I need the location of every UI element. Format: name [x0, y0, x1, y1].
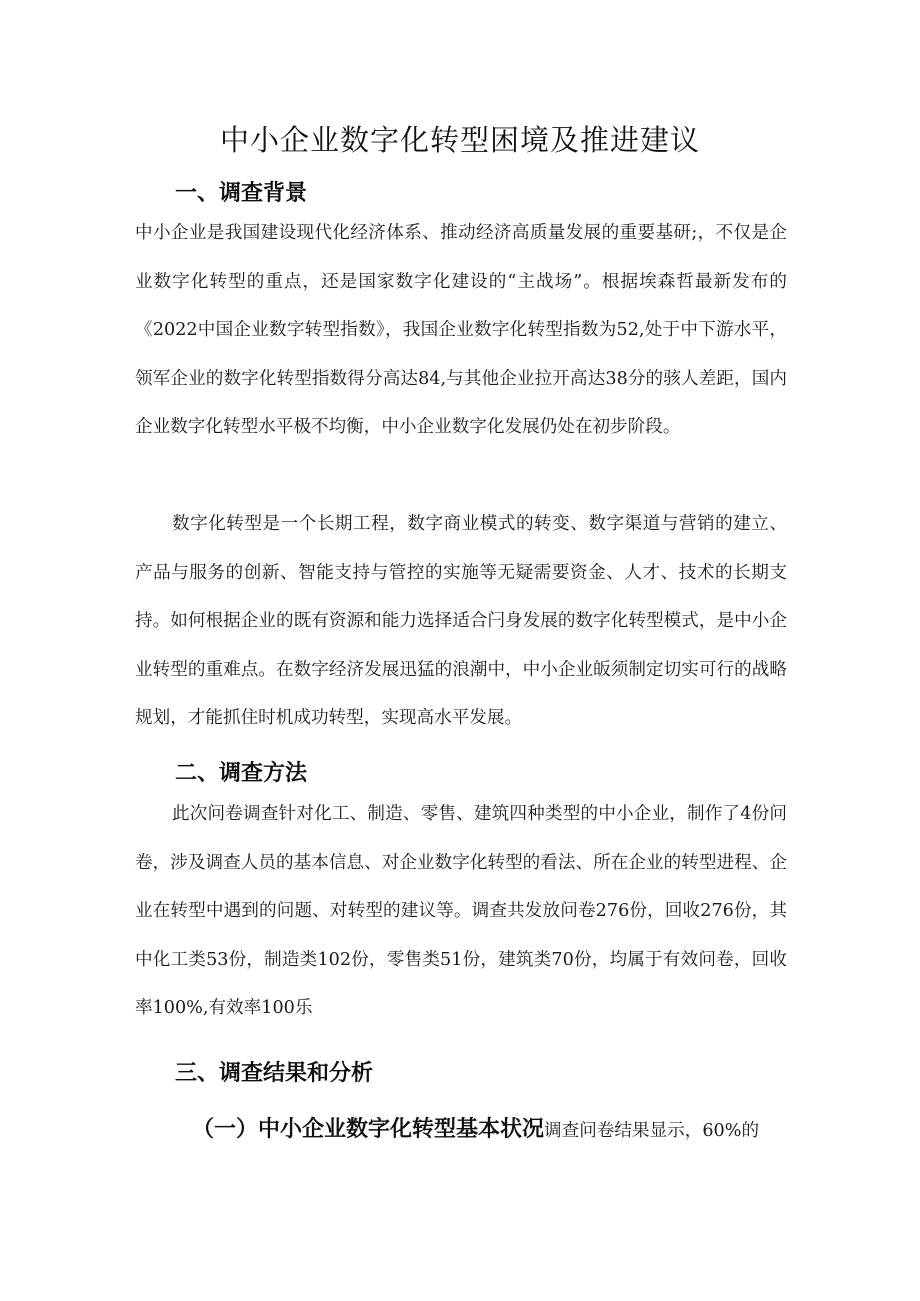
section-heading-background: 一、调查背景 [175, 181, 308, 206]
section-heading-results: 三、调查结果和分析 [175, 1061, 374, 1086]
paragraph-method: 此次问卷调查针对化工、制造、零售、建筑四种类型的中小企业，制作了4份问卷，涉及调查人员的基本信息、对企业数字化转型的看法、所在企业的转型进程、企业在转型中遇到的问题、对转型的建议等。调查共发放问卷276份，回收276份，其中化工类53份，制造类102份，零售类51份，建筑类70份，均属于有效问卷，回收率100%,有效率100乐 [135, 804, 787, 1018]
document-title: 中小企业数字化转型困境及推进建议 [219, 123, 700, 157]
paragraph-background-1: 中小企业是我国建设现代化经济体系、推动经济高质量发展的重要基研;，不仅是企业数字化转型的重点，还是国家数字化建设的“主战场”。根据埃森哲最新发布的《2022中国企业数字转型指数》，我国企业数字化转型指数为52,处于中下游水平，领军企业的数字化转型指数得分高达84,与其他企业拉开高达38分的骇人差距，国内企业数字化转型水平极不均衡，中小企业数字化发展仍处在初步阶段。 [135, 223, 787, 437]
section-heading-method: 二、调查方法 [175, 761, 308, 786]
subsection-line [192, 1112, 759, 1143]
subsection-heading: （一）中小企业数字化转型基本状况 [192, 1117, 545, 1142]
paragraph-background-2: 数字化转型是一个长期工程，数字商业模式的转变、数字渠道与营销的建立、产品与服务的创新、智能支持与管控的实施等无疑需要资金、人才、技术的长期支持。如何根据企业的既有资源和能力选择适合闩身发展的数字化转型模式，是中小企业转型的重难点。在数字经济发展迅猛的浪潮中，中小企业皈须制定切实可行的战略规划，才能抓住时机成功转型，实现高水平发展。 [135, 514, 787, 728]
subsection-text: 调查问卷结果显示，60%的 [544, 1121, 760, 1141]
